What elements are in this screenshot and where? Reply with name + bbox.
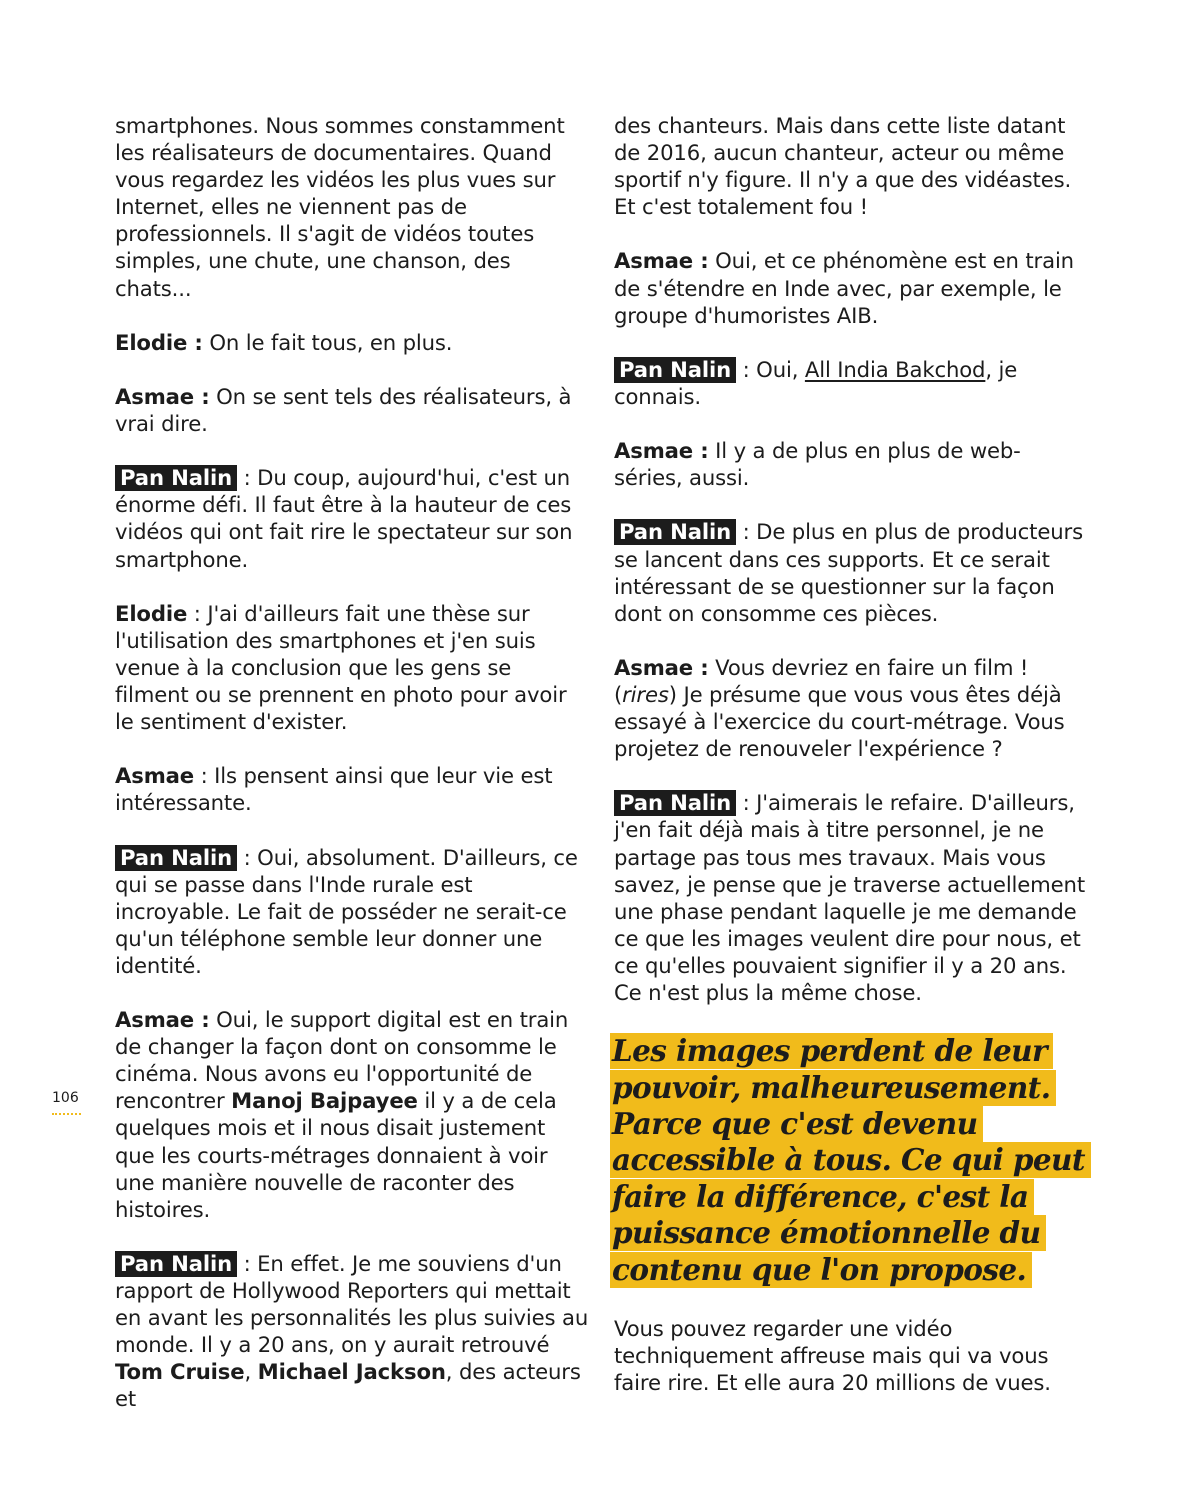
paragraph: Asmae : On se sent tels des réalisateurs, à vrai dire. xyxy=(115,383,572,437)
page-number: 106 xyxy=(52,1090,79,1106)
paragraph: Asmae : Ils pensent ainsi que leur vie est intéressante. xyxy=(115,763,553,816)
person-name: Michael Jackson xyxy=(257,1359,446,1385)
paragraph: Asmae : Il y a de plus en plus de web-séries, aussi. xyxy=(614,438,1021,491)
left-column xyxy=(115,112,590,1440)
right-column xyxy=(614,112,1089,1423)
page-number-dotted-rule xyxy=(52,1113,81,1115)
speaker-tag: Pan Nalin xyxy=(614,519,736,545)
paragraph: des chanteurs. Mais dans cette liste datant de 2016, aucun chanteur, acteur ou même sportif n'y figure. Il n'y a que des vidéastes. Et c'est totalement fou ! xyxy=(614,113,1072,220)
italic-aside: rires xyxy=(622,681,669,707)
all-india-bakchod-link[interactable]: All India Bakchod xyxy=(804,356,986,382)
speaker-name: Elodie xyxy=(115,600,188,626)
person-name: Tom Cruise xyxy=(115,1359,245,1385)
paragraph: smartphones. Nous sommes constamment les réalisateurs de documentaires. Quand vous regardez les vidéos les plus vues sur Internet, elles ne viennent pas de professionnels. Il s'agit de vidéos toutes simples, une chute, une chanson, des chats... xyxy=(115,113,565,301)
speaker-tag: Pan Nalin xyxy=(614,790,736,816)
paragraph: Vous pouvez regarder une vidéo techniquement affreuse mais qui va vous faire rire. Et elle aura 20 millions de vues. xyxy=(614,1316,1051,1396)
speaker-name: Elodie : xyxy=(115,329,203,355)
paragraph: Pan Nalin : J'aimerais le refaire. D'ailleurs, j'en fait déjà mais à titre personnel, je ne partage pas tous mes travaux. Mais vous savez, je pense que je traverse actuellement une phase pendant laquelle je me demande ce que les images veulent dire pour nous, et ce qu'elles pouvaient signifier il y a 20 ans. Ce n'est plus la même chose. xyxy=(614,790,1085,1005)
person-name: Manoj Bajpayee xyxy=(231,1088,418,1114)
speaker-name: Asmae : xyxy=(115,1007,210,1033)
speaker-tag: Pan Nalin xyxy=(115,1251,237,1277)
paragraph: Pan Nalin : En effet. Je me souviens d'un rapport de Hollywood Reporters qui mettait en avant les personnalités les plus suivies au monde. Il y a 20 ans, on y aurait retrouvé Tom Cruise, Michael Jackson, des acteurs et xyxy=(115,1250,589,1412)
speaker-tag: Pan Nalin xyxy=(614,357,736,383)
paragraph: Pan Nalin : De plus en plus de producteurs se lancent dans ces supports. Et ce serait intéressant de se questionner sur la façon dont on consomme ces pièces. xyxy=(614,519,1083,626)
paragraph: Pan Nalin : Oui, All India Bakchod, je connais. xyxy=(614,356,1018,409)
pull-quote xyxy=(610,1033,1089,1288)
speaker-tag: Pan Nalin xyxy=(115,465,237,491)
speaker-name: Asmae : xyxy=(614,248,709,274)
pull-quote-text: Les images perdent de leur pouvoir, malheureusement. Parce que c'est devenu accessible à tous. Ce qui peut faire la différence, c'est la puissance émotionnelle du contenu que l'on propose. xyxy=(610,1033,1091,1287)
paragraph: Elodie : J'ai d'ailleurs fait une thèse sur l'utilisation des smartphones et j'en suis venue à la conclusion que les gens se filment ou se prennent en photo pour avoir le sentiment d'exister. xyxy=(115,600,567,735)
paragraph: Asmae : Oui, et ce phénomène est en train de s'étendre en Inde avec, par exemple, le groupe d'humoristes AIB. xyxy=(614,248,1074,328)
paragraph: Asmae : Oui, le support digital est en train de changer la façon dont on consomme le cinéma. Nous avons eu l'opportunité de rencontrer Manoj Bajpayee il y a de cela quelques mois et il nous disait justement que les courts-métrages donnaient à voir une manière nouvelle de raconter des histoires. xyxy=(115,1007,569,1222)
speaker-name: Asmae : xyxy=(115,383,210,409)
paragraph: Asmae : Vous devriez en faire un film ! (rires) Je présume que vous vous êtes déjà essayé à l'exercice du court-métrage. Vous projetez de renouveler l'expérience ? xyxy=(614,654,1065,762)
speaker-name: Asmae : xyxy=(614,654,709,680)
speaker-name: Asmae xyxy=(115,763,195,789)
paragraph: Pan Nalin : Oui, absolument. D'ailleurs, ce qui se passe dans l'Inde rurale est incroyable. Le fait de posséder ne serait-ce qu'un téléphone semble leur donner une identité. xyxy=(115,844,578,978)
paragraph: Pan Nalin : Du coup, aujourd'hui, c'est un énorme défi. Il faut être à la hauteur de ces vidéos qui ont fait rire le spectateur sur son smartphone. xyxy=(115,465,573,572)
speaker-name: Asmae : xyxy=(614,438,709,464)
paragraph: Elodie : On le fait tous, en plus. xyxy=(115,329,453,355)
speaker-tag: Pan Nalin xyxy=(115,845,237,871)
